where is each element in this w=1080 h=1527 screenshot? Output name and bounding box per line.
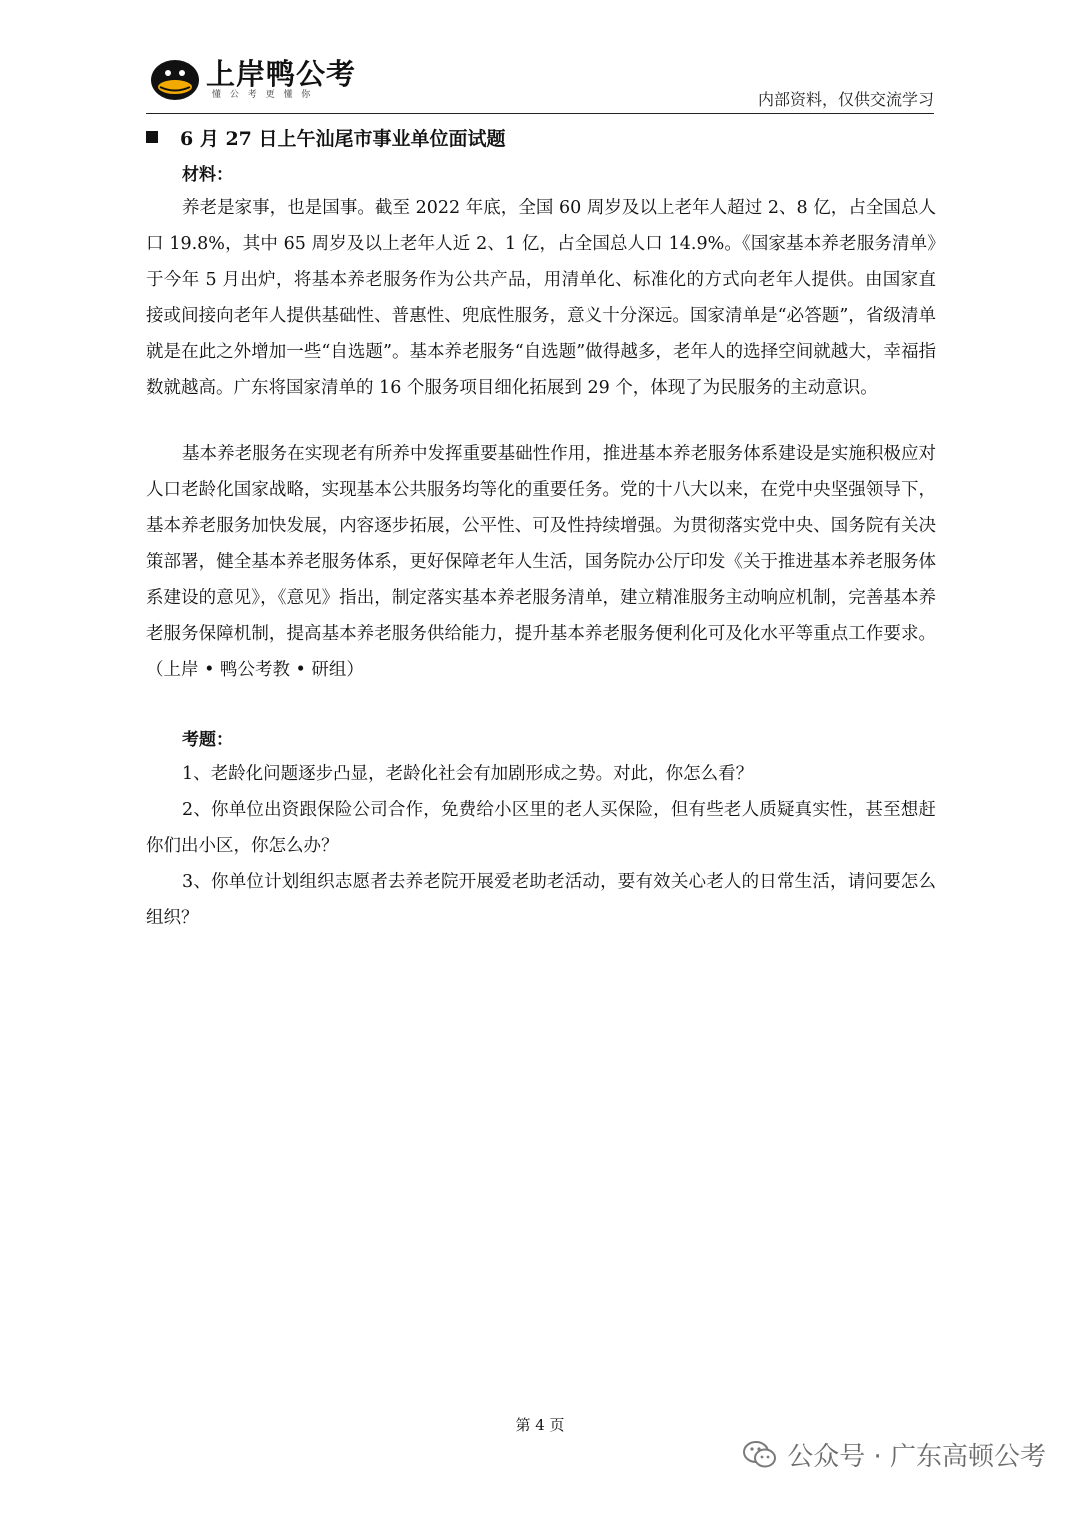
questions-label: 考题： bbox=[182, 730, 233, 750]
section-title bbox=[146, 124, 506, 151]
question-item: 1、老龄化问题逐步凸显，老龄化社会有加剧形成之势。对此，你怎么看？ bbox=[182, 764, 754, 784]
brand-name: 上岸鸭公考 bbox=[206, 57, 357, 91]
wechat-icon bbox=[743, 1440, 777, 1470]
section-title-text: 6 月 27 日上午汕尾市事业单位面试题 bbox=[180, 128, 506, 150]
square-bullet-icon bbox=[146, 131, 158, 143]
material-label: 材料： bbox=[182, 165, 233, 185]
material-paragraph: 养老是家事，也是国事。截至 2022 年底，全国 60 周岁及以上老年人超过 2、8 亿，占全国总人口 19.8%，其中 65 周岁及以上老年人近 2、1 亿，占全国总人口 14.9%。《国家基本养老服务清单》于今年 5 月出炉，将基本养老服务作为公共产品，用清单化、标准化的方式向老年人提供。由国家直接或间接向老年人提供基础性、普惠性、兜底性服务，意义十分深远。国家清单是“必答题”，省级清单就是在此之外增加一些“自选题”。基本养老服务“自选题”做得越多，老年人的选择空间就越大，幸福指数就越高。广东将国家清单的 16 个服务项目细化拓展到 29 个，体现了为民服务的主动意识。 bbox=[146, 198, 936, 398]
page-number: 第 4 页 bbox=[515, 1416, 565, 1434]
question-item: 2、你单位出资跟保险公司合作，免费给小区里的老人买保险，但有些老人质疑真实性，甚至想赶你们出小区，你怎么办？ bbox=[146, 800, 936, 856]
question-item: 3、你单位计划组织志愿者去养老院开展爱老助老活动，要有效关心老人的日常生活，请问要怎么组织？ bbox=[146, 872, 936, 928]
brand-slogan: 懂 公 考 更 懂 你 bbox=[212, 90, 314, 100]
header-divider bbox=[146, 113, 934, 114]
duck-logo-icon bbox=[148, 50, 202, 102]
material-paragraph: 基本养老服务在实现老有所养中发挥重要基础性作用，推进基本养老服务体系建设是实施积极应对人口老龄化国家战略，实现基本公共服务均等化的重要任务。党的十八大以来，在党中央坚强领导下，基本养老服务加快发展，内容逐步拓展，公平性、可及性持续增强。为贯彻落实党中央、国务院有关决策部署，健全基本养老服务体系，更好保障老年人生活，国务院办公厅印发《关于推进基本养老服务体系建设的意见》，《意见》指出，制定落实基本养老服务清单，建立精准服务主动响应机制，完善基本养老服务保障机制，提高基本养老服务供给能力，提升基本养老服务便利化可及化水平等重点工作要求。（上岸 • 鸭公考教 • 研组） bbox=[146, 444, 936, 680]
watermark-text: 公众号 · 广东高顿公考 bbox=[787, 1442, 1046, 1472]
header-note: 内部资料，仅供交流学习 bbox=[757, 90, 934, 109]
watermark bbox=[743, 1436, 1046, 1473]
brand-logo bbox=[148, 50, 357, 102]
